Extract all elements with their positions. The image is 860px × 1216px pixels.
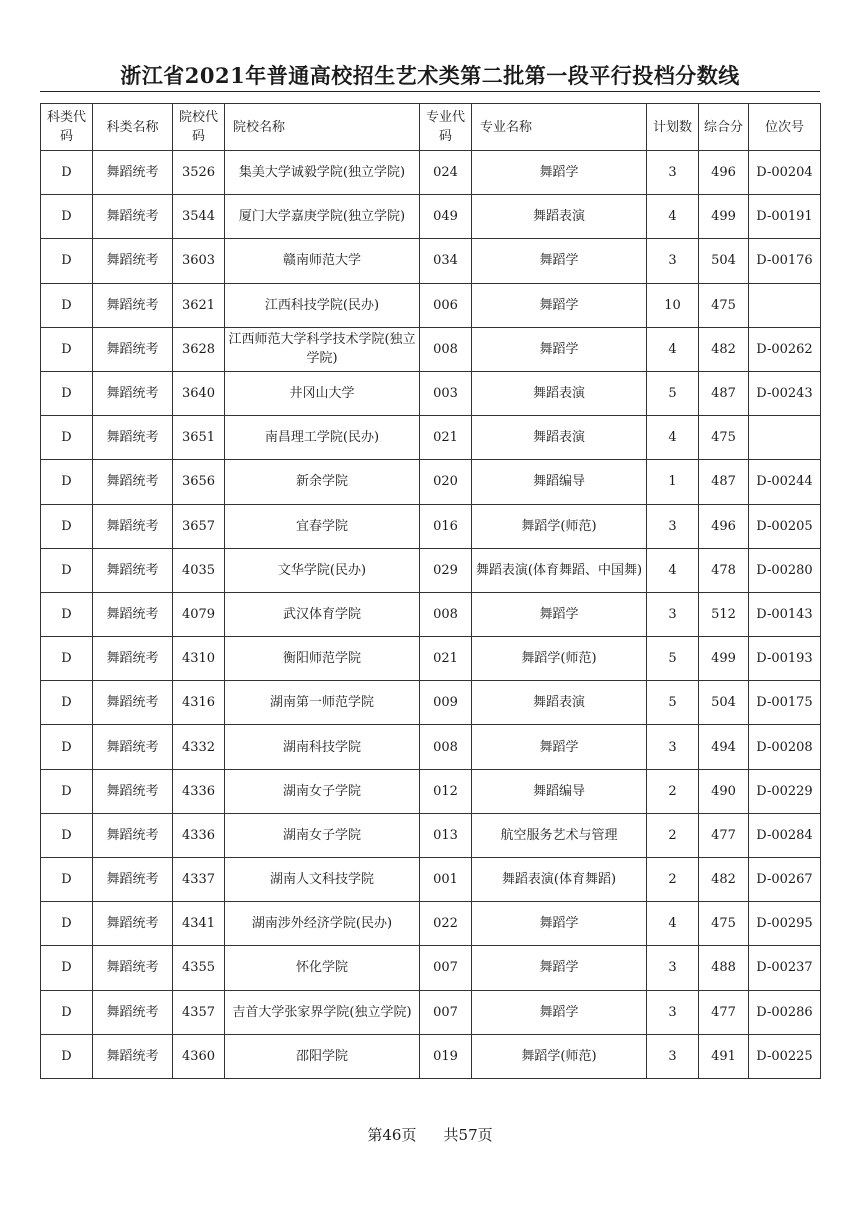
cell-school-code: 3526 — [173, 151, 225, 195]
cell-major-code: 013 — [420, 813, 472, 857]
cell-total-score: 478 — [699, 548, 749, 592]
cell-school-name: 厦门大学嘉庚学院(独立学院) — [225, 195, 420, 239]
cell-plan-count: 3 — [647, 239, 699, 283]
cell-rank-number — [749, 283, 821, 327]
header-category-name: 科类名称 — [93, 104, 173, 151]
cell-school-code: 4341 — [173, 902, 225, 946]
cell-category-name: 舞蹈统考 — [93, 990, 173, 1034]
table-header-row — [41, 104, 821, 151]
cell-major-name: 舞蹈学 — [472, 990, 647, 1034]
cell-school-name: 湖南涉外经济学院(民办) — [225, 902, 420, 946]
table-row — [41, 195, 821, 239]
cell-total-score: 504 — [699, 681, 749, 725]
title-rule — [40, 91, 820, 92]
cell-school-code: 3544 — [173, 195, 225, 239]
page-footer — [0, 1124, 860, 1145]
cell-rank-number: D-00205 — [749, 504, 821, 548]
cell-category-code: D — [41, 990, 93, 1034]
header-school-name: 院校名称 — [225, 104, 420, 151]
cell-rank-number: D-00286 — [749, 990, 821, 1034]
cell-total-score: 477 — [699, 990, 749, 1034]
header-major-code: 专业代码 — [420, 104, 472, 151]
cell-rank-number: D-00191 — [749, 195, 821, 239]
cell-major-name: 舞蹈编导 — [472, 460, 647, 504]
cell-school-code: 4336 — [173, 769, 225, 813]
cell-plan-count: 3 — [647, 1034, 699, 1078]
cell-school-code: 3621 — [173, 283, 225, 327]
cell-plan-count: 3 — [647, 725, 699, 769]
header-category-code: 科类代码 — [41, 104, 93, 151]
cell-total-score: 494 — [699, 725, 749, 769]
cell-plan-count: 3 — [647, 946, 699, 990]
cell-major-code: 049 — [420, 195, 472, 239]
cell-plan-count: 5 — [647, 371, 699, 415]
cell-category-name: 舞蹈统考 — [93, 283, 173, 327]
cell-major-code: 001 — [420, 858, 472, 902]
cell-rank-number: D-00280 — [749, 548, 821, 592]
table-row — [41, 592, 821, 636]
cell-total-score: 504 — [699, 239, 749, 283]
table-row — [41, 637, 821, 681]
admission-score-table — [40, 103, 821, 1079]
cell-school-name: 井冈山大学 — [225, 371, 420, 415]
cell-rank-number: D-00262 — [749, 327, 821, 371]
cell-major-name: 航空服务艺术与管理 — [472, 813, 647, 857]
cell-major-code: 012 — [420, 769, 472, 813]
page-title: 浙江省2021年普通高校招生艺术类第二批第一段平行投档分数线 — [120, 63, 740, 88]
cell-school-code: 4035 — [173, 548, 225, 592]
cell-major-code: 009 — [420, 681, 472, 725]
header-total-score: 综合分 — [699, 104, 749, 151]
cell-total-score: 499 — [699, 195, 749, 239]
cell-category-code: D — [41, 283, 93, 327]
cell-category-code: D — [41, 902, 93, 946]
cell-school-name: 湖南女子学院 — [225, 813, 420, 857]
cell-major-name: 舞蹈表演 — [472, 681, 647, 725]
cell-school-code: 4337 — [173, 858, 225, 902]
cell-major-code: 024 — [420, 151, 472, 195]
cell-category-code: D — [41, 681, 93, 725]
cell-rank-number: D-00176 — [749, 239, 821, 283]
cell-plan-count: 4 — [647, 548, 699, 592]
cell-major-code: 008 — [420, 592, 472, 636]
cell-school-code: 4360 — [173, 1034, 225, 1078]
cell-major-name: 舞蹈学 — [472, 283, 647, 327]
cell-school-name: 衡阳师范学院 — [225, 637, 420, 681]
cell-major-code: 021 — [420, 637, 472, 681]
table-row — [41, 327, 821, 371]
cell-total-score: 491 — [699, 1034, 749, 1078]
cell-major-code: 029 — [420, 548, 472, 592]
page-number: 第46页 — [367, 1126, 417, 1144]
cell-rank-number: D-00204 — [749, 151, 821, 195]
cell-category-code: D — [41, 548, 93, 592]
table-row — [41, 151, 821, 195]
table-body — [41, 151, 821, 1079]
cell-school-code: 4316 — [173, 681, 225, 725]
cell-category-name: 舞蹈统考 — [93, 637, 173, 681]
cell-rank-number: D-00193 — [749, 637, 821, 681]
cell-plan-count: 3 — [647, 151, 699, 195]
cell-rank-number — [749, 416, 821, 460]
cell-school-name: 南昌理工学院(民办) — [225, 416, 420, 460]
cell-category-name: 舞蹈统考 — [93, 592, 173, 636]
cell-major-name: 舞蹈学(师范) — [472, 637, 647, 681]
cell-total-score: 475 — [699, 902, 749, 946]
cell-major-code: 007 — [420, 990, 472, 1034]
cell-school-code: 3640 — [173, 371, 225, 415]
cell-category-code: D — [41, 195, 93, 239]
cell-total-score: 488 — [699, 946, 749, 990]
cell-category-name: 舞蹈统考 — [93, 371, 173, 415]
cell-major-name: 舞蹈表演(体育舞蹈) — [472, 858, 647, 902]
cell-major-name: 舞蹈学 — [472, 327, 647, 371]
header-school-code: 院校代码 — [173, 104, 225, 151]
cell-category-code: D — [41, 725, 93, 769]
table-row — [41, 725, 821, 769]
cell-major-code: 016 — [420, 504, 472, 548]
cell-category-code: D — [41, 504, 93, 548]
cell-school-code: 3628 — [173, 327, 225, 371]
cell-category-name: 舞蹈统考 — [93, 1034, 173, 1078]
cell-rank-number: D-00229 — [749, 769, 821, 813]
cell-total-score: 482 — [699, 327, 749, 371]
cell-rank-number: D-00237 — [749, 946, 821, 990]
cell-major-name: 舞蹈学 — [472, 151, 647, 195]
cell-school-code: 4357 — [173, 990, 225, 1034]
cell-category-code: D — [41, 371, 93, 415]
cell-school-name: 怀化学院 — [225, 946, 420, 990]
cell-major-name: 舞蹈学 — [472, 239, 647, 283]
cell-major-code: 007 — [420, 946, 472, 990]
cell-category-name: 舞蹈统考 — [93, 195, 173, 239]
table-row — [41, 504, 821, 548]
cell-category-code: D — [41, 460, 93, 504]
cell-total-score: 475 — [699, 283, 749, 327]
header-plan-count: 计划数 — [647, 104, 699, 151]
table-row — [41, 548, 821, 592]
cell-plan-count: 4 — [647, 902, 699, 946]
cell-school-name: 湖南第一师范学院 — [225, 681, 420, 725]
cell-category-name: 舞蹈统考 — [93, 813, 173, 857]
cell-school-name: 宜春学院 — [225, 504, 420, 548]
cell-category-code: D — [41, 769, 93, 813]
cell-rank-number: D-00225 — [749, 1034, 821, 1078]
table-row — [41, 371, 821, 415]
cell-total-score: 490 — [699, 769, 749, 813]
cell-category-name: 舞蹈统考 — [93, 460, 173, 504]
cell-school-name: 武汉体育学院 — [225, 592, 420, 636]
cell-plan-count: 2 — [647, 769, 699, 813]
cell-category-name: 舞蹈统考 — [93, 725, 173, 769]
cell-rank-number: D-00208 — [749, 725, 821, 769]
cell-category-code: D — [41, 637, 93, 681]
cell-school-code: 3603 — [173, 239, 225, 283]
cell-school-name: 集美大学诚毅学院(独立学院) — [225, 151, 420, 195]
cell-plan-count: 3 — [647, 504, 699, 548]
cell-plan-count: 3 — [647, 592, 699, 636]
cell-category-code: D — [41, 239, 93, 283]
cell-major-name: 舞蹈表演(体育舞蹈、中国舞) — [472, 548, 647, 592]
cell-plan-count: 1 — [647, 460, 699, 504]
cell-school-code: 3651 — [173, 416, 225, 460]
cell-rank-number: D-00284 — [749, 813, 821, 857]
cell-plan-count: 2 — [647, 858, 699, 902]
cell-category-name: 舞蹈统考 — [93, 327, 173, 371]
cell-total-score: 477 — [699, 813, 749, 857]
cell-rank-number: D-00243 — [749, 371, 821, 415]
cell-major-code: 034 — [420, 239, 472, 283]
cell-major-name: 舞蹈学 — [472, 902, 647, 946]
cell-major-code: 008 — [420, 327, 472, 371]
cell-plan-count: 4 — [647, 416, 699, 460]
cell-total-score: 487 — [699, 371, 749, 415]
cell-rank-number: D-00295 — [749, 902, 821, 946]
cell-category-code: D — [41, 151, 93, 195]
cell-major-name: 舞蹈编导 — [472, 769, 647, 813]
cell-major-code: 021 — [420, 416, 472, 460]
cell-total-score: 512 — [699, 592, 749, 636]
cell-school-code: 4355 — [173, 946, 225, 990]
cell-plan-count: 5 — [647, 681, 699, 725]
cell-plan-count: 4 — [647, 195, 699, 239]
cell-total-score: 487 — [699, 460, 749, 504]
table-row — [41, 681, 821, 725]
cell-rank-number: D-00175 — [749, 681, 821, 725]
table-row — [41, 769, 821, 813]
cell-plan-count: 10 — [647, 283, 699, 327]
cell-major-code: 006 — [420, 283, 472, 327]
cell-major-code: 019 — [420, 1034, 472, 1078]
cell-plan-count: 2 — [647, 813, 699, 857]
cell-total-score: 496 — [699, 504, 749, 548]
cell-category-name: 舞蹈统考 — [93, 946, 173, 990]
cell-major-code: 008 — [420, 725, 472, 769]
cell-school-name: 赣南师范大学 — [225, 239, 420, 283]
cell-school-name: 邵阳学院 — [225, 1034, 420, 1078]
cell-major-name: 舞蹈学 — [472, 725, 647, 769]
cell-category-name: 舞蹈统考 — [93, 858, 173, 902]
cell-school-code: 4079 — [173, 592, 225, 636]
header-rank-number: 位次号 — [749, 104, 821, 151]
cell-major-name: 舞蹈学 — [472, 592, 647, 636]
cell-category-name: 舞蹈统考 — [93, 681, 173, 725]
cell-total-score: 475 — [699, 416, 749, 460]
cell-major-name: 舞蹈学(师范) — [472, 1034, 647, 1078]
cell-school-code: 3657 — [173, 504, 225, 548]
cell-major-name: 舞蹈学 — [472, 946, 647, 990]
cell-major-name: 舞蹈学(师范) — [472, 504, 647, 548]
cell-category-code: D — [41, 416, 93, 460]
cell-major-name: 舞蹈表演 — [472, 195, 647, 239]
cell-school-code: 4310 — [173, 637, 225, 681]
cell-school-name: 江西科技学院(民办) — [225, 283, 420, 327]
cell-category-code: D — [41, 813, 93, 857]
cell-category-name: 舞蹈统考 — [93, 239, 173, 283]
cell-school-name: 湖南科技学院 — [225, 725, 420, 769]
table-row — [41, 946, 821, 990]
cell-major-code: 020 — [420, 460, 472, 504]
cell-school-code: 3656 — [173, 460, 225, 504]
cell-school-name: 新余学院 — [225, 460, 420, 504]
cell-school-code: 4332 — [173, 725, 225, 769]
cell-major-code: 003 — [420, 371, 472, 415]
cell-school-name: 文华学院(民办) — [225, 548, 420, 592]
cell-category-name: 舞蹈统考 — [93, 504, 173, 548]
cell-school-name: 湖南人文科技学院 — [225, 858, 420, 902]
cell-rank-number: D-00244 — [749, 460, 821, 504]
cell-major-code: 022 — [420, 902, 472, 946]
table-row — [41, 283, 821, 327]
table-row — [41, 813, 821, 857]
table-row — [41, 460, 821, 504]
cell-category-name: 舞蹈统考 — [93, 902, 173, 946]
cell-school-code: 4336 — [173, 813, 225, 857]
page-total: 共57页 — [443, 1126, 493, 1144]
cell-school-name: 吉首大学张家界学院(独立学院) — [225, 990, 420, 1034]
cell-school-name: 江西师范大学科学技术学院(独立学院) — [225, 327, 420, 371]
table-row — [41, 858, 821, 902]
table-row — [41, 239, 821, 283]
cell-category-code: D — [41, 858, 93, 902]
cell-category-code: D — [41, 1034, 93, 1078]
table-row — [41, 990, 821, 1034]
cell-plan-count: 5 — [647, 637, 699, 681]
cell-category-name: 舞蹈统考 — [93, 151, 173, 195]
table-row — [41, 902, 821, 946]
table-row — [41, 416, 821, 460]
cell-rank-number: D-00267 — [749, 858, 821, 902]
cell-category-name: 舞蹈统考 — [93, 416, 173, 460]
cell-major-name: 舞蹈表演 — [472, 371, 647, 415]
table-row — [41, 1034, 821, 1078]
cell-plan-count: 4 — [647, 327, 699, 371]
cell-total-score: 482 — [699, 858, 749, 902]
cell-rank-number: D-00143 — [749, 592, 821, 636]
cell-plan-count: 3 — [647, 990, 699, 1034]
cell-total-score: 499 — [699, 637, 749, 681]
header-major-name: 专业名称 — [472, 104, 647, 151]
cell-category-code: D — [41, 327, 93, 371]
cell-total-score: 496 — [699, 151, 749, 195]
cell-category-name: 舞蹈统考 — [93, 548, 173, 592]
cell-category-code: D — [41, 946, 93, 990]
cell-category-name: 舞蹈统考 — [93, 769, 173, 813]
cell-school-name: 湖南女子学院 — [225, 769, 420, 813]
cell-major-name: 舞蹈表演 — [472, 416, 647, 460]
cell-category-code: D — [41, 592, 93, 636]
